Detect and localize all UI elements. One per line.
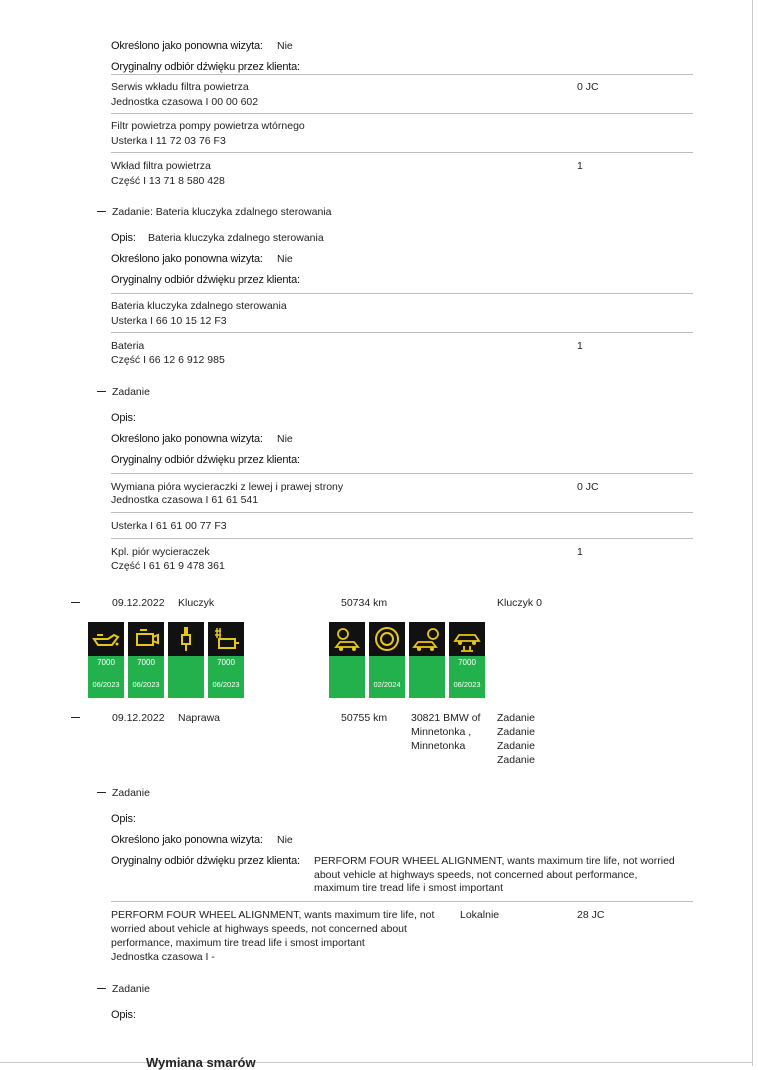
visit-key: Kluczyk 0	[497, 597, 542, 609]
line-item-title: Wkład filtra powietrza	[111, 160, 211, 172]
tile-date: 06/2023	[132, 680, 160, 689]
brake-fluid-icon	[372, 625, 402, 653]
spark-plug-icon	[171, 625, 201, 653]
tile-date: 06/2023	[92, 680, 120, 689]
divider	[111, 293, 693, 294]
oil-can-icon	[91, 625, 121, 653]
divider	[111, 538, 693, 539]
visit-task-link[interactable]: Zadanie	[497, 754, 535, 766]
task-title: Zadanie	[112, 386, 150, 398]
vehicle-check-icon	[452, 625, 482, 653]
brake-rear-icon	[412, 625, 442, 653]
section-heading-cutoff: Wymiana smarów	[146, 1055, 256, 1070]
collapse-toggle[interactable]	[97, 988, 106, 989]
collapse-toggle[interactable]	[71, 602, 80, 603]
microfilter-icon	[211, 625, 241, 653]
service-tile-brake-front	[329, 622, 365, 698]
tile-mileage: 7000	[217, 658, 235, 667]
divider	[111, 113, 693, 114]
divider	[111, 512, 693, 513]
task-title: Zadanie	[112, 983, 150, 995]
visit-mileage: 50755 km	[341, 712, 388, 724]
collapse-toggle[interactable]	[97, 792, 106, 793]
tile-date: 06/2023	[212, 680, 240, 689]
service-tile-oil	[88, 622, 124, 698]
repeat-visit-value: Nie	[277, 834, 293, 846]
task-title: Zadanie	[112, 787, 150, 799]
page-edge-right	[752, 0, 753, 1066]
line-item-title: PERFORM FOUR WHEEL ALIGNMENT, wants maximum tire life, not	[111, 909, 435, 921]
divider	[111, 901, 693, 902]
task-title: Zadanie: Bateria kluczyka zdalnego sterowania	[112, 206, 332, 218]
line-item-title: Bateria kluczyka zdalnego sterowania	[111, 300, 287, 312]
line-item-code: Jednostka czasowa I -	[111, 951, 215, 963]
line-item-title: Wymiana pióra wycieraczki z lewej i prawej strony	[111, 481, 344, 493]
description-value: Bateria kluczyka zdalnego sterowania	[148, 232, 324, 244]
line-item-title: Serwis wkładu filtra powietrza	[111, 81, 249, 93]
tile-mileage: 7000	[137, 658, 155, 667]
service-tile-microfilter	[208, 622, 244, 698]
repeat-visit-value: Nie	[277, 40, 293, 52]
collapse-toggle[interactable]	[97, 211, 106, 212]
line-item-code: Usterka I 11 72 03 76 F3	[111, 135, 226, 147]
line-item-code: Jednostka czasowa I 00 00 602	[111, 96, 259, 108]
visit-task-link[interactable]: Zadanie	[497, 740, 535, 752]
visit-mileage: 50734 km	[341, 597, 388, 609]
customer-sound-label: Oryginalny odbiór dźwięku przez klienta:	[111, 61, 300, 73]
collapse-toggle[interactable]	[97, 391, 106, 392]
line-item-title: worried about vehicle at highways speeds, not concerned about	[111, 923, 407, 935]
line-item-code: Część I 66 12 6 912 985	[111, 354, 225, 366]
description-label: Opis:	[111, 412, 136, 424]
line-item-qty: 1	[577, 340, 583, 352]
service-tile-oil-filter	[128, 622, 164, 698]
collapse-toggle[interactable]	[71, 717, 80, 718]
line-item-qty: 1	[577, 160, 583, 172]
customer-sound-text: PERFORM FOUR WHEEL ALIGNMENT, wants maximum tire life, not worried	[314, 855, 675, 867]
line-item-qty: 28 JC	[577, 909, 605, 921]
repeat-visit-label: Określono jako ponowna wizyta:	[111, 834, 263, 846]
divider	[111, 332, 693, 333]
customer-sound-text: about vehicle at highways speeds, not concerned about performance,	[314, 869, 638, 881]
engine-oil-filter-icon	[131, 625, 161, 653]
line-item-qty: 0 JC	[577, 481, 599, 493]
visit-type: Kluczyk	[178, 597, 215, 609]
repeat-visit-label: Określono jako ponowna wizyta:	[111, 433, 263, 445]
customer-sound-label: Oryginalny odbiór dźwięku przez klienta:	[111, 274, 300, 286]
tile-mileage: 7000	[458, 658, 476, 667]
tile-mileage: 7000	[97, 658, 115, 667]
dealer-line: 30821 BMW of	[411, 712, 481, 724]
brake-front-icon	[332, 625, 362, 653]
tile-date: 02/2024	[373, 680, 401, 689]
service-tile-vehicle-check	[449, 622, 485, 698]
service-tile-brake-rear	[409, 622, 445, 698]
line-item-title: Kpl. piór wycieraczek	[111, 546, 210, 558]
visit-task-link[interactable]: Zadanie	[497, 726, 535, 738]
divider	[111, 473, 693, 474]
line-item-location: Lokalnie	[460, 909, 500, 921]
line-item-code: Usterka I 61 61 00 77 F3	[111, 520, 227, 532]
service-tile-spark-plug	[168, 622, 204, 698]
line-item-code: Usterka I 66 10 15 12 F3	[111, 315, 227, 327]
line-item-code: Część I 13 71 8 580 428	[111, 175, 225, 187]
visit-type: Naprawa	[178, 712, 221, 724]
customer-sound-label: Oryginalny odbiór dźwięku przez klienta:	[111, 855, 300, 867]
divider	[111, 74, 693, 75]
line-item-code: Jednostka czasowa I 61 61 541	[111, 494, 259, 506]
repeat-visit-value: Nie	[277, 253, 293, 265]
line-item-title: performance, maximum tire tread life i smost important	[111, 937, 365, 949]
customer-sound-text: maximum tire tread life i smost important	[314, 882, 504, 894]
customer-sound-label: Oryginalny odbiór dźwięku przez klienta:	[111, 454, 300, 466]
line-item-title: Bateria	[111, 340, 145, 352]
tile-date: 06/2023	[453, 680, 481, 689]
line-item-title: Filtr powietrza pompy powietrza wtórnego	[111, 120, 305, 132]
page-edge-bottom	[0, 1062, 752, 1063]
visit-date: 09.12.2022	[112, 597, 165, 609]
service-tile-brake-fluid	[369, 622, 405, 698]
line-item-code: Część I 61 61 9 478 361	[111, 560, 225, 572]
visit-date: 09.12.2022	[112, 712, 165, 724]
description-label: Opis:	[111, 813, 136, 825]
description-label: Opis:	[111, 232, 136, 244]
dealer-line: Minnetonka	[411, 740, 466, 752]
line-item-qty: 1	[577, 546, 583, 558]
dealer-line: Minnetonka ,	[411, 726, 472, 738]
visit-task-link[interactable]: Zadanie	[497, 712, 535, 724]
repeat-visit-label: Określono jako ponowna wizyta:	[111, 40, 263, 52]
divider	[111, 152, 693, 153]
description-label: Opis:	[111, 1009, 136, 1021]
line-item-qty: 0 JC	[577, 81, 599, 93]
repeat-visit-label: Określono jako ponowna wizyta:	[111, 253, 263, 265]
repeat-visit-value: Nie	[277, 433, 293, 445]
